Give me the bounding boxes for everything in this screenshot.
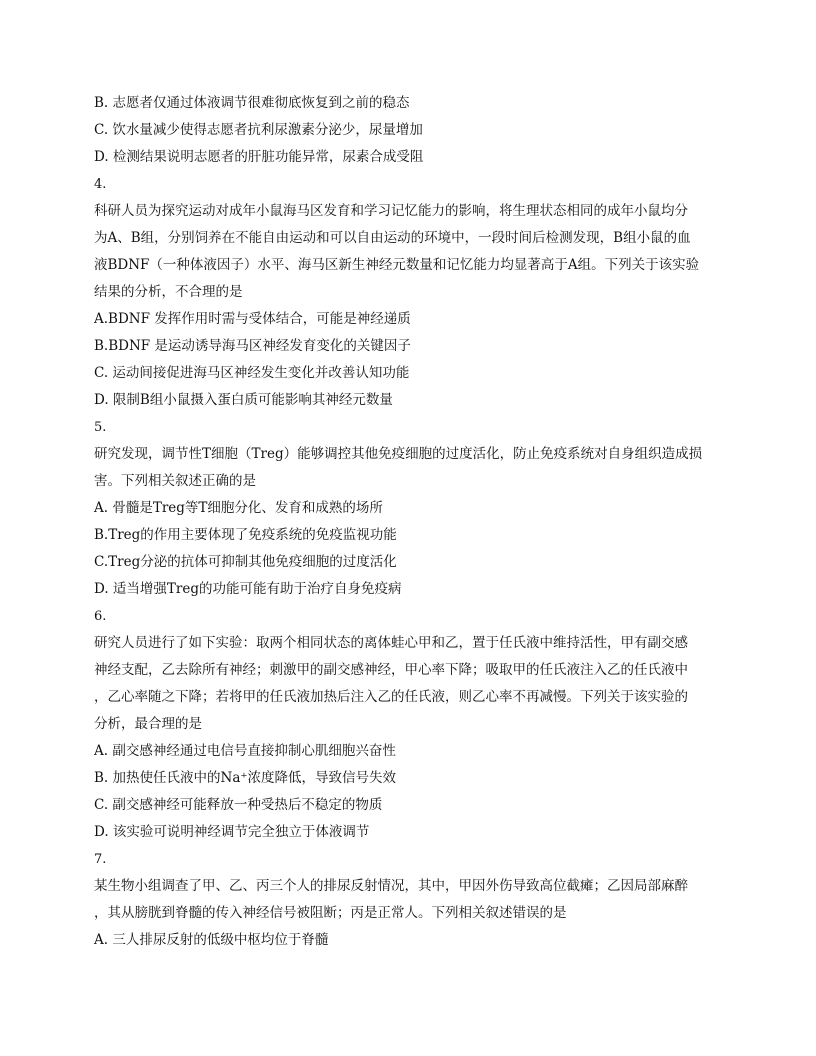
option-d-q3: D. 检测结果说明志愿者的肝脏功能异常，尿素合成受阻 (94, 149, 424, 165)
question-6-stem-line-1: 研究人员进行了如下实验：取两个相同状态的离体蛙心甲和乙，置于任氏液中维持活性，甲有副交感 (94, 635, 688, 651)
option-a-q5: A. 骨髓是Treg等T细胞分化、发育和成熟的场所 (94, 500, 383, 516)
option-c-q4: C. 运动间接促进海马区神经发生变化并改善认知功能 (94, 365, 410, 381)
question-4-stem-line-2: 为A、B组，分别饲养在不能自由运动和可以自由运动的环境中，一段时间后检测发现，B组小鼠的血 (94, 230, 691, 246)
option-c-q5: C.Treg分泌的抗体可抑制其他免疫细胞的过度活化 (94, 554, 397, 570)
question-7-stem-line-2: ，其从膀胱到脊髓的传入神经信号被阻断；丙是正常人。下列相关叙述错误的是 (94, 905, 567, 921)
question-4-stem-line-3: 液BDNF（一种体液因子）水平、海马区新生神经元数量和记忆能力均显著高于A组。下列关于该实验 (94, 257, 700, 273)
question-6-stem-line-3: ，乙心率随之下降；若将甲的任氏液加热后注入乙的任氏液，则乙心率不再减慢。下列关于该实验的 (94, 689, 688, 705)
question-number-7: 7. (94, 852, 107, 867)
question-6-stem-line-2: 神经支配，乙去除所有神经；刺激甲的副交感神经，甲心率下降；吸取甲的任氏液注入乙的任氏液中 (94, 662, 688, 678)
document-page (94, 90, 734, 954)
question-4-stem-line-4: 结果的分析，不合理的是 (94, 284, 243, 300)
option-b-q6: B. 加热使任氏液中的Na⁺浓度降低，导致信号失效 (94, 770, 396, 786)
option-c-q3: C. 饮水量减少使得志愿者抗利尿激素分泌少，尿量增加 (94, 122, 423, 138)
question-4-stem-line-1: 科研人员为探究运动对成年小鼠海马区发育和学习记忆能力的影响，将生理状态相同的成年小鼠均分 (94, 203, 688, 219)
option-b-q3: B. 志愿者仅通过体液调节很难彻底恢复到之前的稳态 (94, 95, 410, 111)
question-number-5: 5. (94, 420, 107, 435)
option-a-q7: A. 三人排尿反射的低级中枢均位于脊髓 (94, 932, 329, 948)
option-c-q6: C. 副交感神经可能释放一种受热后不稳定的物质 (94, 797, 383, 813)
option-b-q4: B.BDNF 是运动诱导海马区神经发育变化的关键因子 (94, 338, 411, 354)
option-a-q4: A.BDNF 发挥作用时需与受体结合，可能是神经递质 (94, 311, 411, 327)
option-b-q5: B.Treg的作用主要体现了免疫系统的免疫监视功能 (94, 527, 397, 543)
option-d-q4: D. 限制B组小鼠摄入蛋白质可能影响其神经元数量 (94, 392, 393, 408)
question-number-4: 4. (94, 177, 107, 192)
question-7-stem-line-1: 某生物小组调查了甲、乙、丙三个人的排尿反射情况，其中，甲因外伤导致高位截瘫；乙因局部麻醉 (94, 878, 688, 894)
option-a-q6: A. 副交感神经通过电信号直接抑制心肌细胞兴奋性 (94, 743, 396, 759)
option-d-q6: D. 该实验可说明神经调节完全独立于体液调节 (94, 824, 370, 840)
question-6-stem-line-4: 分析，最合理的是 (94, 716, 202, 732)
option-d-q5: D. 适当增强Treg的功能可能有助于治疗自身免疫病 (94, 581, 402, 597)
question-5-stem-line-1: 研究发现，调节性T细胞（Treg）能够调控其他免疫细胞的过度活化，防止免疫系统对自身组织造成损 (94, 446, 703, 462)
question-number-6: 6. (94, 609, 107, 624)
question-5-stem-line-2: 害。下列相关叙述正确的是 (94, 473, 256, 489)
